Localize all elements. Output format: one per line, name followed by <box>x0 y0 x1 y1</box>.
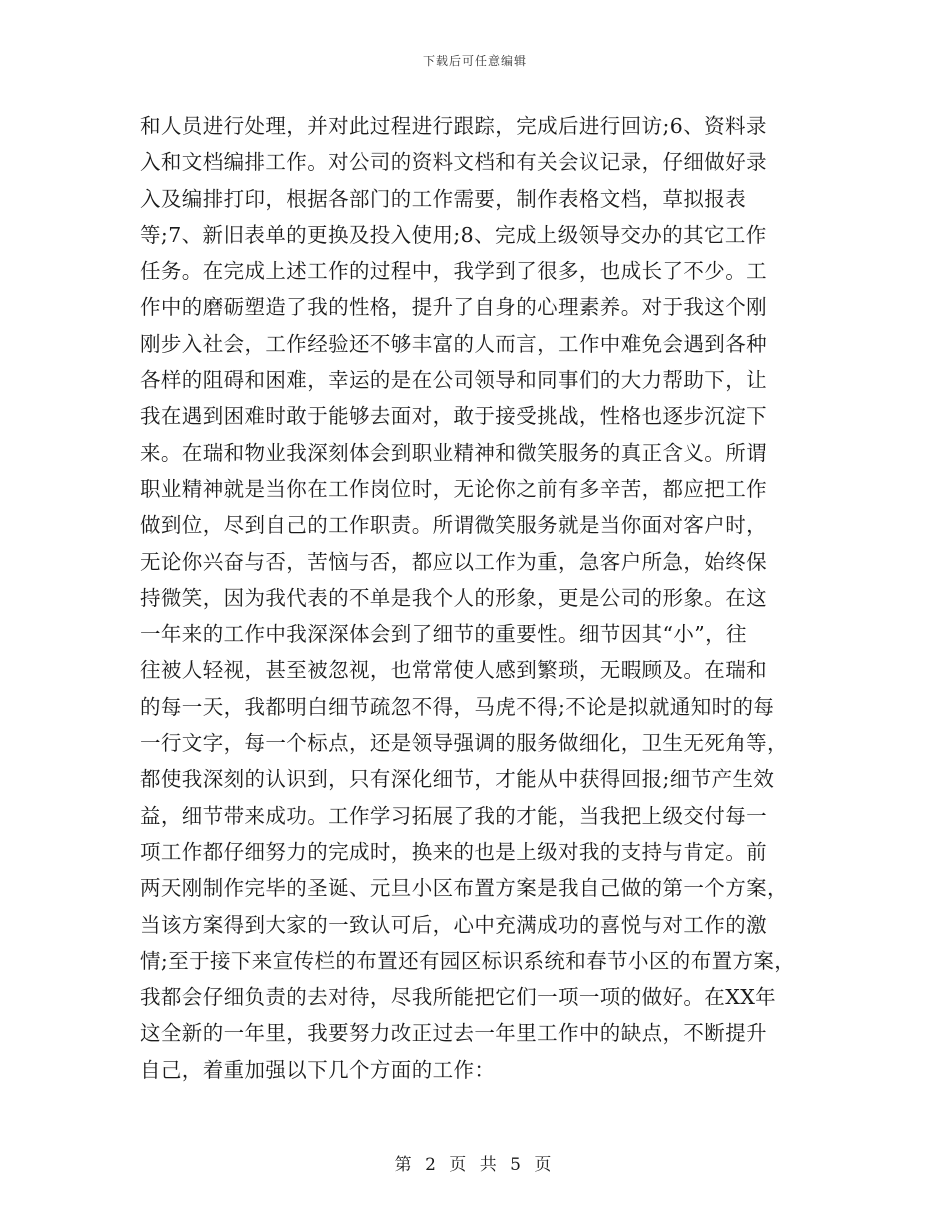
text-line: 作中的磨砺塑造了我的性格，提升了自身的心理素养。对于我这个刚 <box>140 295 767 320</box>
text-line: 都使我深刻的认识到，只有深化细节，才能从中获得回报;细节产生效 <box>140 767 775 792</box>
text-line: 任务。在完成上述工作的过程中，我学到了很多，也成长了不少。工 <box>140 259 767 284</box>
text-line: 益，细节带来成功。工作学习拓展了我的才能，当我把上级交付每一 <box>140 803 767 828</box>
text-line: 我在遇到困难时敢于能够去面对，敢于接受挑战，性格也逐步沉淀下 <box>140 404 767 429</box>
page-header: 下载后可任意编辑 <box>422 54 527 68</box>
text-line: 等;7、新旧表单的更换及投入使用;8、完成上级领导交办的其它工作 <box>140 222 767 247</box>
text-line: 无论你兴奋与否，苦恼与否，都应以工作为重，急客户所急，始终保 <box>140 549 767 574</box>
text-line: 各样的阻碍和困难，幸运的是在公司领导和同事们的大力帮助下，让 <box>140 368 767 393</box>
text-line: 来。在瑞和物业我深刻体会到职业精神和微笑服务的真正含义。所谓 <box>140 440 767 465</box>
text-line: 当该方案得到大家的一致认可后，心中充满成功的喜悦与对工作的激 <box>140 912 767 937</box>
text-line: 做到位，尽到自己的工作职责。所谓微笑服务就是当你面对客户时， <box>140 513 767 538</box>
page-footer: 第 2 页 共 5 页 <box>394 1155 556 1175</box>
text-line: 和人员进行处理，并对此过程进行跟踪，完成后进行回访;6、资料录 <box>140 114 767 138</box>
text-line: 的每一天，我都明白细节疏忽不得，马虎不得;不论是拟就通知时的每 <box>140 694 775 719</box>
text-line: 入和文档编排工作。对公司的资料文档和有关会议记录，仔细做好录 <box>140 150 767 175</box>
text-line: 项工作都仔细努力的完成时，换来的也是上级对我的支持与肯定。前 <box>140 839 767 864</box>
text-line: 入及编排打印，根据各部门的工作需要，制作表格文档，草拟报表 <box>140 186 747 211</box>
text-line: 我都会仔细负责的去对待，尽我所能把它们一项一项的做好。在XX年 <box>140 985 777 1010</box>
text-line: 往被人轻视，甚至被忽视，也常常使人感到繁琐，无暇顾及。在瑞和 <box>140 658 767 683</box>
text-line: 两天刚制作完毕的圣诞、元旦小区布置方案是我自己做的第一个方案， <box>140 876 788 901</box>
text-line: 一年来的工作中我深深体会到了细节的重要性。细节因其“小”，往 <box>140 622 747 647</box>
text-line: 职业精神就是当你在工作岗位时，无论你之前有多辛苦，都应把工作 <box>140 476 767 501</box>
text-line: 刚步入社会，工作经验还不够丰富的人而言，工作中难免会遇到各种 <box>140 331 767 356</box>
text-line: 这全新的一年里，我要努力改正过去一年里工作中的缺点，不断提升 <box>140 1021 767 1046</box>
text-line: 一行文字，每一个标点，还是领导强调的服务做细化，卫生无死角等， <box>140 731 788 756</box>
text-line: 自己，着重加强以下几个方面的工作： <box>140 1057 496 1082</box>
document-body <box>140 108 830 1088</box>
text-line: 持微笑，因为我代表的不单是我个人的形象，更是公司的形象。在这 <box>140 585 767 610</box>
text-line: 情;至于接下来宣传栏的布置还有园区标识系统和春节小区的布置方案， <box>140 948 796 973</box>
